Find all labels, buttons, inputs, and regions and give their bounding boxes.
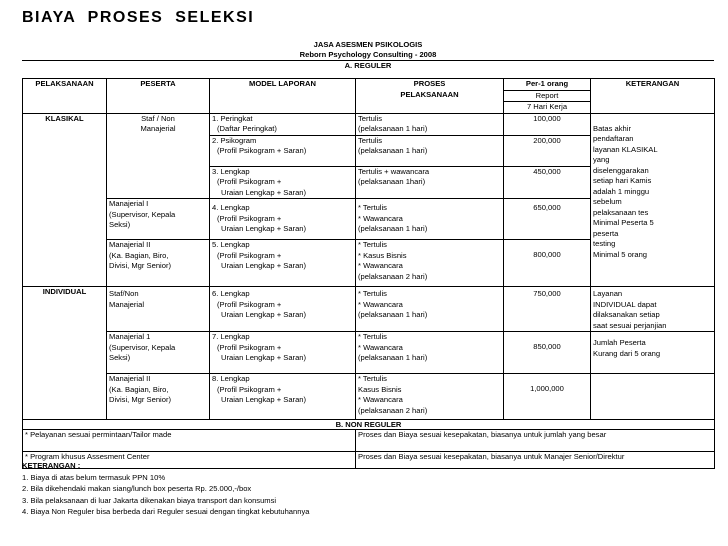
proses-7: * Tertulis * Wawancara (pelaksanaan 1 hari): [356, 332, 504, 374]
col-keterangan: KETERANGAN: [591, 79, 715, 114]
table-row: [23, 430, 715, 452]
harga-7: 850,000: [504, 332, 591, 374]
model-2: 2. Psikogram (Profil Psikogram + Saran): [210, 135, 356, 166]
section-non-reguler-row: [23, 420, 715, 430]
proses-2: Tertulis (pelaksanaan 1 hari): [356, 135, 504, 166]
model-1: 1. Peringkat (Daftar Peringkat): [210, 113, 356, 135]
col-peserta: PESERTA: [107, 79, 210, 114]
peserta-manajerial-2: Manajerial II (Ka. Bagian, Biro, Divisi, Mgr Senior): [107, 240, 210, 287]
col-pelaksanaan: PELAKSANAAN: [23, 79, 107, 114]
non-reguler-left-2: * Program khusus Assesment Center: [23, 452, 356, 469]
col-model-laporan: MODEL LAPORAN: [210, 79, 356, 114]
harga-2: 200,000: [504, 135, 591, 166]
harga-8: 1,000,000: [504, 374, 591, 420]
notes-heading: KETERANGAN :: [22, 461, 81, 470]
non-reguler-right-1: Proses dan Biaya sesuai kesepakatan, biasanya untuk jumlah yang besar: [356, 430, 715, 452]
proses-4: * Tertulis * Wawancara (pelaksanaan 1 hari): [356, 199, 504, 240]
note-item: 1. Biaya di atas belum termasuk PPN 10%: [22, 472, 166, 482]
proses-3: Tertulis + wawancara (pelaksanaan 1hari): [356, 166, 504, 199]
peserta-manajerial-1: Manajerial I (Supervisor, Kepala Seksi): [107, 199, 210, 240]
peserta-ind-staf: Staf/Non Manajerial: [107, 287, 210, 332]
model-8: 8. Lengkap (Profil Psikogram + Uraian Lengkap + Saran): [210, 374, 356, 420]
table-row: [23, 332, 715, 374]
proses-6: * Tertulis * Wawancara (pelaksanaan 1 hari): [356, 287, 504, 332]
klasikal-label: KLASIKAL: [23, 113, 107, 287]
proses-8: * Tertulis Kasus Bisnis * Wawancara (pelaksanaan 2 hari): [356, 374, 504, 420]
peserta-staf: Staf / Non Manajerial: [107, 113, 210, 199]
harga-1: 100,000: [504, 113, 591, 135]
table-row: [23, 287, 715, 332]
keterangan-6: Layanan INDIVIDUAL dapat dilaksanakan setiap saat sesuai perjanjian: [591, 287, 715, 332]
note-item: 3. Bila pelaksanaan di luar Jakarta dikenakan biaya transport dan konsumsi: [22, 495, 277, 505]
model-3: 3. Lengkap (Profil Psikogram + Uraian Lengkap + Saran): [210, 166, 356, 199]
model-6: 6. Lengkap (Profil Psikogram + Uraian Lengkap + Saran): [210, 287, 356, 332]
note-item: 2. Bila dikehendaki makan siang/lunch box peserta Rp. 25.000,-/box: [22, 484, 252, 494]
peserta-ind-manajerial-2: Manajerial II (Ka. Bagian, Biro, Divisi, Mgr Senior): [107, 374, 210, 420]
non-reguler-right-2: Proses dan Biaya sesuai kesepakatan, biasanya untuk Manajer Senior/Direktur: [356, 452, 715, 469]
harga-5: 800,000: [504, 240, 591, 287]
notes-section: [22, 460, 310, 518]
harga-4: 650,000: [504, 199, 591, 240]
service-title: JASA ASESMEN PSIKOLOGIS: [313, 40, 423, 49]
note-item: 4. Biaya Non Reguler bisa berbeda dari Reguler sesuai dengan tingkat kebutuhannya: [22, 507, 310, 517]
page-title: BIAYA PROSES SELEKSI: [22, 9, 255, 26]
model-4: 4. Lengkap (Profil Psikogram + Uraian Lengkap + Saran): [210, 199, 356, 240]
company-year: Reborn Psychology Consulting - 2008: [299, 50, 437, 59]
col-proses-pelaksanaan: PROSES PELAKSANAAN: [356, 79, 504, 114]
col-per-orang: Per-1 orang Report 7 Hari Kerja: [504, 79, 591, 114]
harga-3: 450,000: [504, 166, 591, 199]
section-reguler-heading: A. REGULER: [22, 60, 714, 70]
proses-1: Tertulis (pelaksanaan 1 hari): [356, 113, 504, 135]
keterangan-8: [591, 374, 715, 420]
peserta-ind-manajerial-1: Manajerial 1 (Supervisor, Kepala Seksi): [107, 332, 210, 374]
pricing-table: [22, 78, 715, 469]
table-row: [23, 113, 715, 135]
column-header-row: [23, 79, 715, 114]
table-row: [23, 374, 715, 420]
individual-label: INDIVIDUAL: [23, 287, 107, 420]
model-5: 5. Lengkap (Profil Psikogram + Uraian Lengkap + Saran): [210, 240, 356, 287]
keterangan-7: Jumlah Peserta Kurang dari 5 orang: [591, 332, 715, 374]
harga-6: 750,000: [504, 287, 591, 332]
proses-5: * Tertulis * Kasus Bisnis * Wawancara (pelaksanaan 2 hari): [356, 240, 504, 287]
klasikal-keterangan: Batas akhir pendaftaran layanan KLASIKAL yang diselenggarakan setiap hari Kamis adalah 1 minggu sebelum pelaksanaan tes Minimal Peserta 5 peserta testing Minimal 5 orang: [591, 113, 715, 287]
non-reguler-left-1: * Pelayanan sesuai permintaan/Tailor made: [23, 430, 356, 452]
model-7: 7. Lengkap (Profil Psikogram + Uraian Lengkap + Saran): [210, 332, 356, 374]
section-non-reguler-heading: B. NON REGULER: [23, 420, 715, 430]
